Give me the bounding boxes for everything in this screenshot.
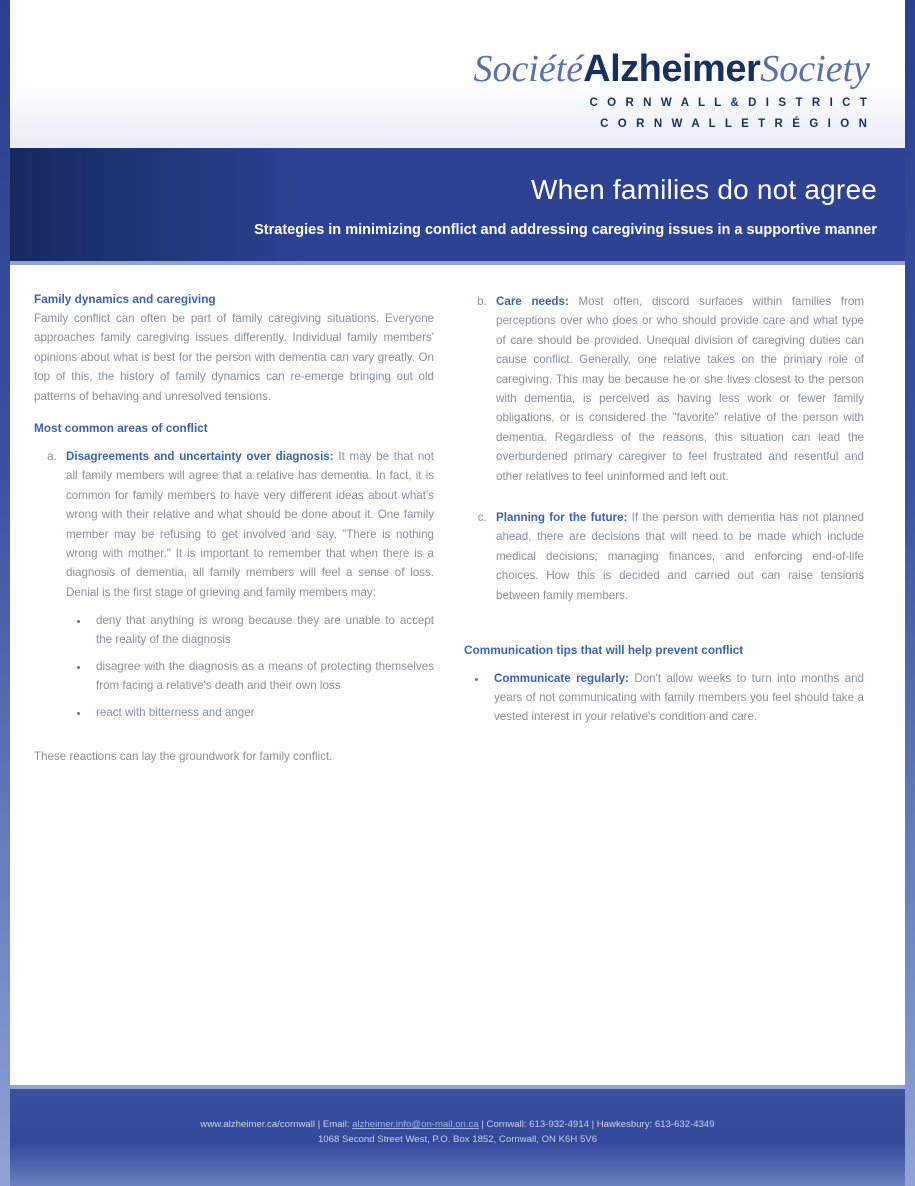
list-item: • disagree with the diagnosis as a means of protecting themselves from facing a relative's death and their own loss: [90, 657, 434, 695]
body-content: [34, 292, 882, 782]
list-item-communicate-regularly: [488, 669, 864, 726]
paragraph-closing-left: These reactions can lay the groundwork for family conflict.: [34, 750, 333, 764]
list-item-care-needs-text: Most often, discord surfaces within families from perceptions over who does or who should provide care and what type of care should be provided. Unequal division of caregiving duties can cause conflict. Generally, one relative takes on the primary role of caregiving. This may be because he or she lives closest to the person with dementia, is perceived as having less work or fewer family obligations, or is considered the "favorite" relative of the person with dementia. Regardless of the reasons, this situation can lead the overburdened primary caregiver to feel frustrated and resentful and other relatives to feel uninformed and left out.: [496, 295, 864, 483]
spacer: [34, 738, 434, 747]
document-subtitle: Strategies in minimizing conflict and addressing caregiving issues in a supportive manner: [254, 222, 877, 238]
section-heading-family-dynamics: Family dynamics and caregiving: [34, 292, 216, 306]
left-accent-bar: [0, 0, 10, 1186]
right-column: [464, 292, 864, 782]
footer-contact-line: [10, 1117, 905, 1132]
list-item-diagnosis-label: Disagreements and uncertainty over diagnosis:: [66, 450, 334, 464]
left-column: [34, 292, 434, 782]
list-item-planning-future-paragraph: [496, 508, 864, 605]
logo-alzheimer-text: Alzheimer: [583, 48, 761, 90]
page-footer: [10, 1089, 905, 1186]
spacer: [34, 438, 434, 447]
footer-email-link[interactable]: alzheimer.info@on-mail.on.ca: [352, 1119, 479, 1130]
footer-address-line: 1068 Second Street West, P.O. Box 1852, Cornwall, ON K6H 5V6: [317, 1134, 598, 1145]
list-item-planning-future: [490, 508, 864, 605]
communication-tips-list: [464, 669, 864, 726]
denial-bullet-list: [66, 611, 434, 722]
list-item-care-needs: [490, 292, 864, 486]
banner-gradient-overlay: [10, 148, 310, 261]
list-item-diagnosis: [60, 447, 434, 722]
list-item-planning-future-label: Planning for the future:: [496, 511, 628, 525]
logo-society-text: Society: [760, 48, 870, 90]
list-item-planning-future-text: If the person with dementia has not planned ahead, there are decisions that will need to be made which include medical decisions, managing finances, and enforcing end-of-life choices. How this is decided and carried out can raise tensions between family members.: [496, 511, 864, 602]
spacer: [464, 660, 864, 669]
list-item-communicate-regularly-label: Communicate regularly:: [494, 672, 629, 686]
organization-logo: [473, 48, 870, 132]
footer-website-text: www.alzheimer.ca/cornwall | Email:: [200, 1119, 353, 1130]
list-item: • react with bitterness and anger: [90, 703, 434, 722]
list-item-care-needs-label: Care needs:: [496, 295, 569, 308]
spacer: [66, 602, 434, 611]
banner-divider: [10, 261, 905, 265]
logo-subtitle-fr: C O R N W A L L E T R É G I O N: [600, 118, 870, 130]
spacer: [464, 621, 864, 643]
conflict-areas-list-right: [464, 292, 864, 605]
list-item-care-needs-paragraph: [496, 292, 864, 486]
list-item-diagnosis-paragraph: [66, 447, 434, 602]
document-title: When families do not agree: [530, 174, 877, 205]
footer-content: [10, 1117, 905, 1147]
list-item: • deny that anything is wrong because they are unable to accept the reality of the diagnosis: [90, 611, 434, 649]
list-item-communicate-regularly-text: Don't allow weeks to turn into months and years of not communicating with family members you feel should take a vested interest in your relative's condition and care.: [494, 672, 864, 724]
logo-societe-text: Société: [473, 48, 584, 90]
right-accent-bar: [905, 0, 915, 1186]
footer-phone-text: | Cornwall: 613-932-4914 | Hawkesbury: 613-632-4349: [478, 1119, 715, 1130]
section-heading-communication-tips: Communication tips that will help prevent conflict: [464, 643, 744, 658]
conflict-areas-list-left: [34, 447, 434, 722]
title-banner: [10, 148, 905, 261]
paragraph-family-dynamics: Family conflict can often be part of family caregiving situations. Everyone approaches family caregiving issues differently. Individual family members' opinions about what is best for the person with dementia can vary greatly. On top of this, the history of family dynamics can re-emerge bringing out old patterns of behaving and unresolved tensions.: [34, 312, 434, 403]
list-item-diagnosis-text: It may be that not all family members will agree that a relative has dementia. In fact, it is common for family members to have very different ideas about what's wrong with their relative and what should be done about it. One family member may be refusing to get involved and say, "There is nothing wrong with mother." It is important to remember that when there is a diagnosis of dementia, all family members will feel a sense of loss. Denial is the first stage of grieving and family members may:: [66, 450, 434, 599]
masthead: [10, 0, 905, 148]
section-heading-areas-of-conflict: Most common areas of conflict: [34, 421, 208, 436]
logo-wordmark: [473, 48, 870, 90]
logo-subtitle-en: C O R N W A L L & D I S T R I C T: [589, 97, 870, 109]
